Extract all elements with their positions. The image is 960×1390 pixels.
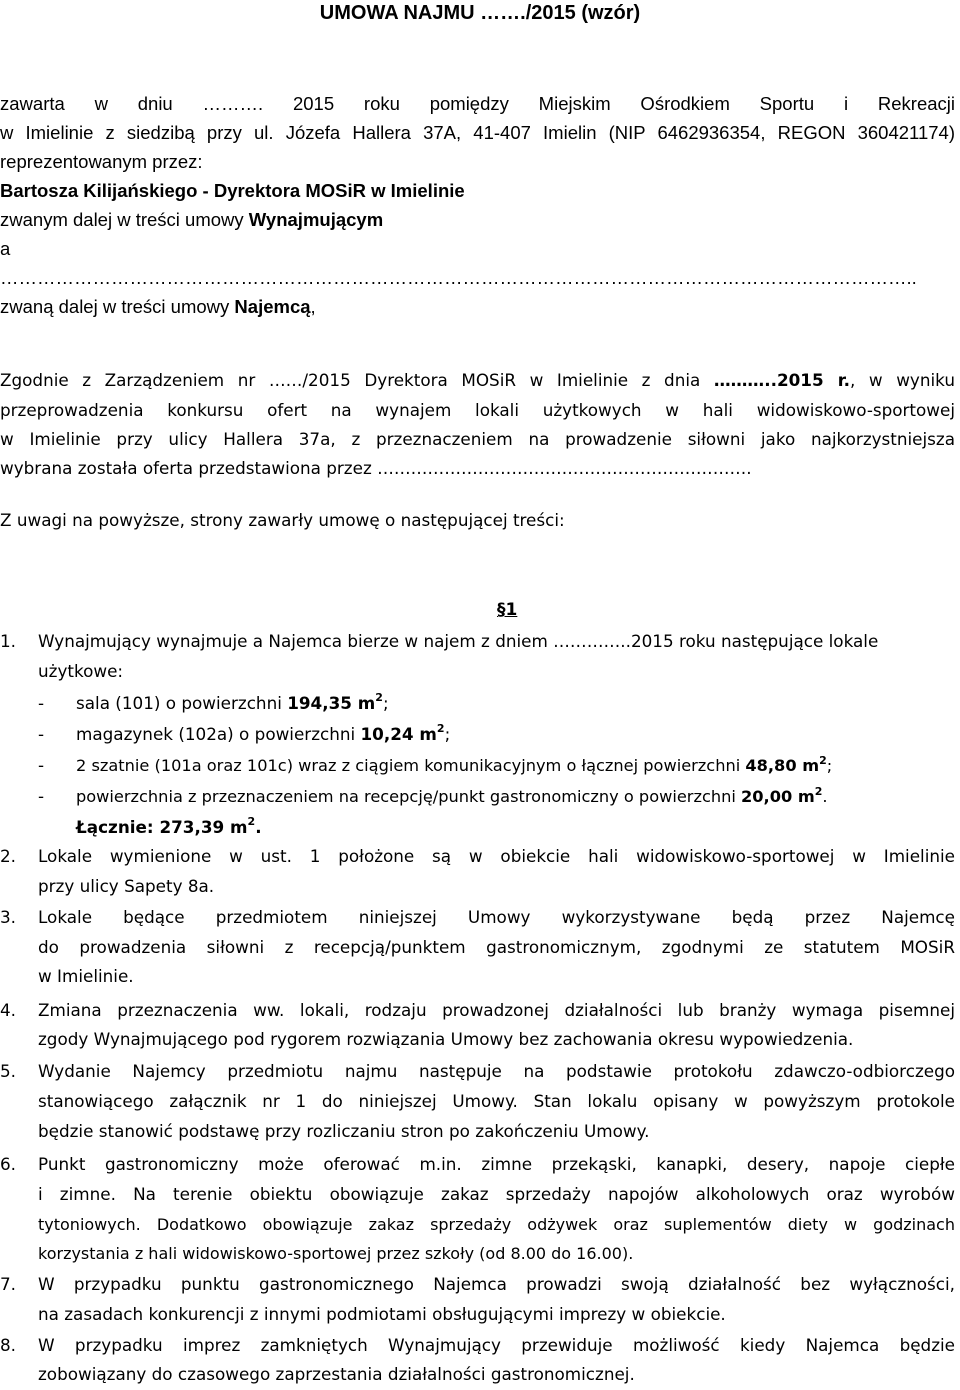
section-heading: §1 [497,600,518,620]
dash-icon: - [38,693,45,713]
item-5-line-3: będzie stanowić podstawę przy rozliczaniu stron po zakończeniu Umowy. [38,1121,650,1141]
tenant-term: Najemcą [234,296,311,317]
item-1-line-1: Wynajmujący wynajmuje a Najemca bierze w najem z dniem …………..2015 roku następujące lokale [38,631,879,651]
item-1-line-2: użytkowe: [38,661,124,681]
lessor-representative: Bartosza Kilijańskiego - Dyrektora MOSiR w Imielinie [0,180,465,201]
intro-line-3: w Imielinie przy ulicy Hallera 37a, z przeznaczeniem na prowadzenie siłowni jako najkorzystniejsza [0,429,955,449]
item-3-line-3: w Imielinie. [38,966,134,986]
dash-icon: - [38,786,45,806]
item-number: 6. [0,1154,17,1174]
item-number: 5. [0,1061,17,1081]
intro-line-1: Zgodnie z Zarządzeniem nr ……/2015 Dyrektora MOSiR w Imielinie z dnia ………..2015 r., w wyniku [0,370,955,390]
item-number: 7. [0,1274,17,1294]
item-number: 2. [0,846,17,866]
item-3-line-2: do prowadzenia siłowni z recepcją/punktem gastronomicznym, zgodnymi ze statutem MOSiR [38,937,955,957]
item-number: 4. [0,1000,17,1020]
dash-icon: - [38,755,45,775]
header-line-3: reprezentowanym przez: [0,151,203,172]
item-2-line-2: przy ulicy Sapety 8a. [38,876,215,896]
header-line-1: zawarta w dniu ………. 2015 roku pomiędzy Miejskim Ośrodkiem Sportu i Rekreacji [0,93,955,114]
document-title: UMOWA NAJMU ……./2015 (wzór) [319,2,641,24]
intro-line-5: Z uwagi na powyższe, strony zawarły umowę o następującej treści: [0,510,565,530]
header-line-8: zwaną dalej w treści umowy Najemcą, [0,296,316,317]
header-line-5: zwanym dalej w treści umowy Wynajmującym [0,209,384,230]
item-6-line-2: i zimne. Na terenie obiektu obowiązuje zakaz sprzedaży napojów alkoholowych oraz wyrobów [38,1184,955,1204]
item-7-line-2: na zasadach konkurencji z innymi podmiotami obsługującymi imprezy w obiekcie. [38,1304,726,1324]
header-line-6: a [0,238,11,259]
item-6-line-3: tytoniowych. Dodatkowo obowiązuje zakaz sprzedaży odżywek oraz suplementów diety w godzinach [38,1215,955,1234]
tenant-blank-line: ………………………………………………………………………………………………………………………………….. [0,267,917,288]
item-6-line-4: korzystania z hali widowiskowo-sportowej przez szkoły (od 8.00 do 16.00). [38,1244,634,1263]
item-number: 1. [0,631,17,651]
lessor-term: Wynajmującym [248,209,384,230]
dash-icon: - [38,724,45,744]
item-number: 3. [0,907,17,927]
intro-line-2: przeprowadzenia konkursu ofert na wynajem lokali użytkowych w hali widowiskowo-sportowej [0,400,955,420]
item-number: 8. [0,1335,17,1355]
item-5-line-2: stanowiącego załącznik nr 1 do niniejszej Umowy. Stan lokalu opisany w powyższym protokole [38,1091,955,1111]
item-8-line-2: zobowiązany do czasowego zaprzestania działalności gastronomicznej. [38,1364,635,1384]
item-4-line-2: zgody Wynajmującego pod rygorem rozwiązania Umowy bez zachowania okresu wypowiedzenia. [38,1029,854,1049]
document-page: UMOWA NAJMU ……./2015 (wzór) zawarta w dniu ………. 2015 roku pomiędzy Miejskim Ośrodkiem Sportu i Rekreacji w Imielinie z siedzibą przy ul. Józefa Hallera 37A, 41-407 Imielin (NIP 6462936354, REGON 360421174) reprezentowanym przez: Bartosza Kilijańskiego - Dyrektora MOSiR w Imielinie zwanym dalej w treści umowy Wynajmującym a ………………………………………………………………………………………………………………………………….. zwaną dalej w treści umowy Najemcą, Zgodnie z Zarządzeniem nr ……/2015 Dyrektora MOSiR w Imielinie z dnia ………..2015 r., w wyniku przeprowadzenia konkursu ofert na wynajem lokali użytkowych w hali widowiskowo-sportowej w Imielinie przy ulicy Hallera 37a, z przeznaczeniem na prowadzenie siłowni jako najkorzystniejsza wybrana została oferta przedstawiona przez …………………………………………………………. Z uwagi na powyższe, strony zawarły umowę o następującej treści: §1 1. Wynajmujący wynajmuje a Najemca bierze w najem z dniem …………..2015 roku następujące lokale użytkowe: - sala (101) o powierzchni 194,35 $m^2$; - magazynek (102a) o powierzchni 10,24 $m^2$; - 2 szatnie (101a oraz 101c) wraz z ciągiem komunikacyjnym o łącznej powierzchni 48,80 $m^2$; - powierzchnia z przeznaczeniem na recepcję/punkt gastronomiczny o powierzchni 20,00 $m^2$. Łącznie: 273,39 $m^2$. 2. Lokale wymienione w ust. 1 położone są w obiekcie hali widowiskowo-sportowej w Imielinie przy ulicy Sapety 8a. 3. Lokale będące przedmiotem niniejszej Umowy wykorzystywane będą przez Najemcę do prowadzenia siłowni z recepcją/punktem gastronomicznym, zgodnymi ze statutem MOSiR w Imielinie. 4. Zmiana przeznaczenia ww. lokali, rodzaju prowadzonej działalności lub branży wymaga pisemnej zgody Wynajmującego pod rygorem rozwiązania Umowy bez zachowania okresu wypowiedzenia. 5. Wydanie Najemcy przedmiotu najmu następuje na podstawie protokołu zdawczo-odbiorczego stanowiącego załącznik nr 1 do niniejszej Umowy. Stan lokalu opisany w powyższym protokole będzie stanowić podstawę przy rozliczaniu stron po zakończeniu Umowy. 6. Punkt gastronomiczny może oferować m.in. zimne przekąski, kanapki, desery, napoje ciepłe i zimne. Na terenie obiektu obowiązuje zakaz sprzedaży napojów alkoholowych oraz wyrobów tytoniowych. Dodatkowo obowiązuje zakaz sprzedaży odżywek oraz suplementów diety w godzinach korzystania z hali widowiskowo-sportowej przez szkoły (od 8.00 do 16.00). 7. W przypadku punktu gastronomicznego Najemca prowadzi swoją działalność bez wyłączności, na zasadach konkurencji z innymi podmiotami obsługującymi imprezy w obiekcie. 8. W przypadku imprez zamkniętych Wynajmujący przewiduje możliwość kiedy Najemca będzie zobowiązany do czasowego zaprzestania działalności gastronomicznej. [0,0,960,1389]
header-line-2: w Imielinie z siedzibą przy ul. Józefa Hallera 37A, 41-407 Imielin (NIP 6462936354, REGON 360421174) [0,122,955,143]
intro-line-4: wybrana została oferta przedstawiona przez …………………………………………………………. [0,458,752,478]
